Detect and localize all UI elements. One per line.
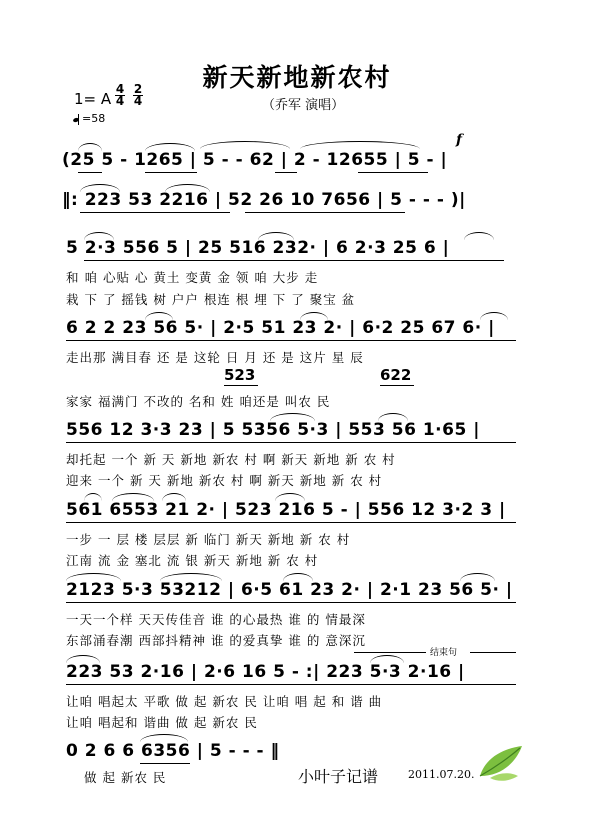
score-row-3: 5 2·3 556 5 | 25 516 232· | 6 2·3 25 6 | <box>66 238 450 258</box>
leaf-icon <box>476 742 526 782</box>
lyrics-row-9-verse-1: 让咱 唱起太 平歌 做 起 新农 民 让咱 唱 起 和 谐 曲 <box>66 694 383 709</box>
slur <box>275 493 305 501</box>
score-row-6: 556 12 3·3 23 | 5 5356 5·3 | 553 56 1·65 | <box>66 420 480 440</box>
alternate-notes-1: 523 <box>224 366 256 384</box>
score-row-9: 223 53 2·16 | 2·6 16 5 - :| 223 5·3 2·16 | <box>66 662 465 682</box>
lyrics-row-10-verse-1: 做 起 新农 民 <box>84 770 167 785</box>
lyrics-row-3-verse-1: 和 咱 心贴 心 黄土 变黄 金 领 咱 大步 走 <box>66 270 319 285</box>
slur <box>460 573 495 581</box>
lyrics-row-3-verse-2: 栽 下 了 摇钱 树 户户 根连 根 埋 下 了 聚宝 盆 <box>66 292 356 307</box>
slur <box>378 413 408 421</box>
score-row-7: 561 6553 21 2· | 523 216 5 - | 556 12 3·2 3 | <box>66 500 506 520</box>
lyrics-row-9-verse-2: 让咱 唱起和 谐曲 做 起 新农 民 <box>66 715 258 730</box>
slur <box>283 573 313 581</box>
transcription-date: 2011.07.20. <box>408 768 475 781</box>
slur <box>140 734 188 742</box>
lyrics-row-8-verse-1: 一天一个样 天天传佳音 谁 的心最热 谁 的 情最深 <box>66 612 366 627</box>
transcriber-signature: 小叶子记谱 <box>298 767 379 786</box>
slur <box>464 232 494 240</box>
slur <box>145 312 173 320</box>
slur <box>145 143 195 151</box>
lyrics-row-7-verse-1: 一步 一 层 楼 层层 新 临门 新天 新地 新 农 村 <box>66 532 351 547</box>
lyrics-row-7-verse-2: 江南 流 金 塞北 流 银 新天 新地 新 农 村 <box>66 553 319 568</box>
slur <box>162 493 186 501</box>
lyrics-row-6-verse-1: 却托起 一个 新 天 新地 新农 村 啊 新天 新地 新 农 村 <box>66 452 396 467</box>
key-signature: 1= A <box>74 90 112 108</box>
slur <box>112 493 154 501</box>
tie <box>300 141 420 149</box>
lyrics-row-4-verse-1: 走出那 满目春 还 是 这轮 日 月 还 是 这片 星 辰 <box>66 350 364 365</box>
score-row-4: 6 2 2 23 56 5· | 2·5 51 23 2· | 6·2 25 67 6· | <box>66 318 495 338</box>
lyrics-row-8-verse-2: 东部涌春潮 西部抖精神 谁 的爱真挚 谁 的 意深沉 <box>66 633 366 648</box>
slur <box>165 184 210 192</box>
slur <box>84 232 114 240</box>
slur <box>270 413 315 421</box>
slur <box>66 573 121 581</box>
tempo-marking: =58 <box>73 112 105 125</box>
slur <box>84 493 102 501</box>
time-signature-4-4: 4 4 <box>115 82 125 108</box>
score-row-8: 2123 5·3 53212 | 6·5 61 23 2· | 2·1 23 56 5· | <box>66 580 513 600</box>
time-signature-2-4: 2 4 <box>133 82 143 108</box>
dynamic-forte: f <box>456 132 463 148</box>
slur <box>66 655 100 663</box>
lyrics-row-5-verse-2: 家家 福满门 不改的 名和 姓 咱还是 叫农 民 <box>66 394 331 409</box>
lyrics-row-6-verse-2: 迎来 一个 新 天 新地 新农 村 啊 新天 新地 新 农 村 <box>66 473 383 488</box>
slur <box>78 143 102 151</box>
ending-label: 结束句 <box>430 648 458 658</box>
page-title: 新天新地新农村 <box>202 63 392 92</box>
score-row-2: ‖: 223 53 2216 | 52 26 10 7656 | 5 - - - )| <box>62 190 466 210</box>
score-row-10: 0 2 6 6 6356 | 5 - - - ‖ <box>66 741 280 761</box>
score-row-1: (25 5 - 1265 | 5 - - 62 | 2 - 12655 | 5 - | <box>62 150 448 170</box>
slur <box>300 312 328 320</box>
slur <box>370 655 404 663</box>
slur <box>160 573 222 581</box>
tie <box>200 141 290 149</box>
performer-credit: （乔军 演唱） <box>262 98 345 113</box>
slur <box>258 232 294 240</box>
alternate-notes-2: 622 <box>380 366 412 384</box>
slur <box>80 184 120 192</box>
slur <box>480 312 508 320</box>
